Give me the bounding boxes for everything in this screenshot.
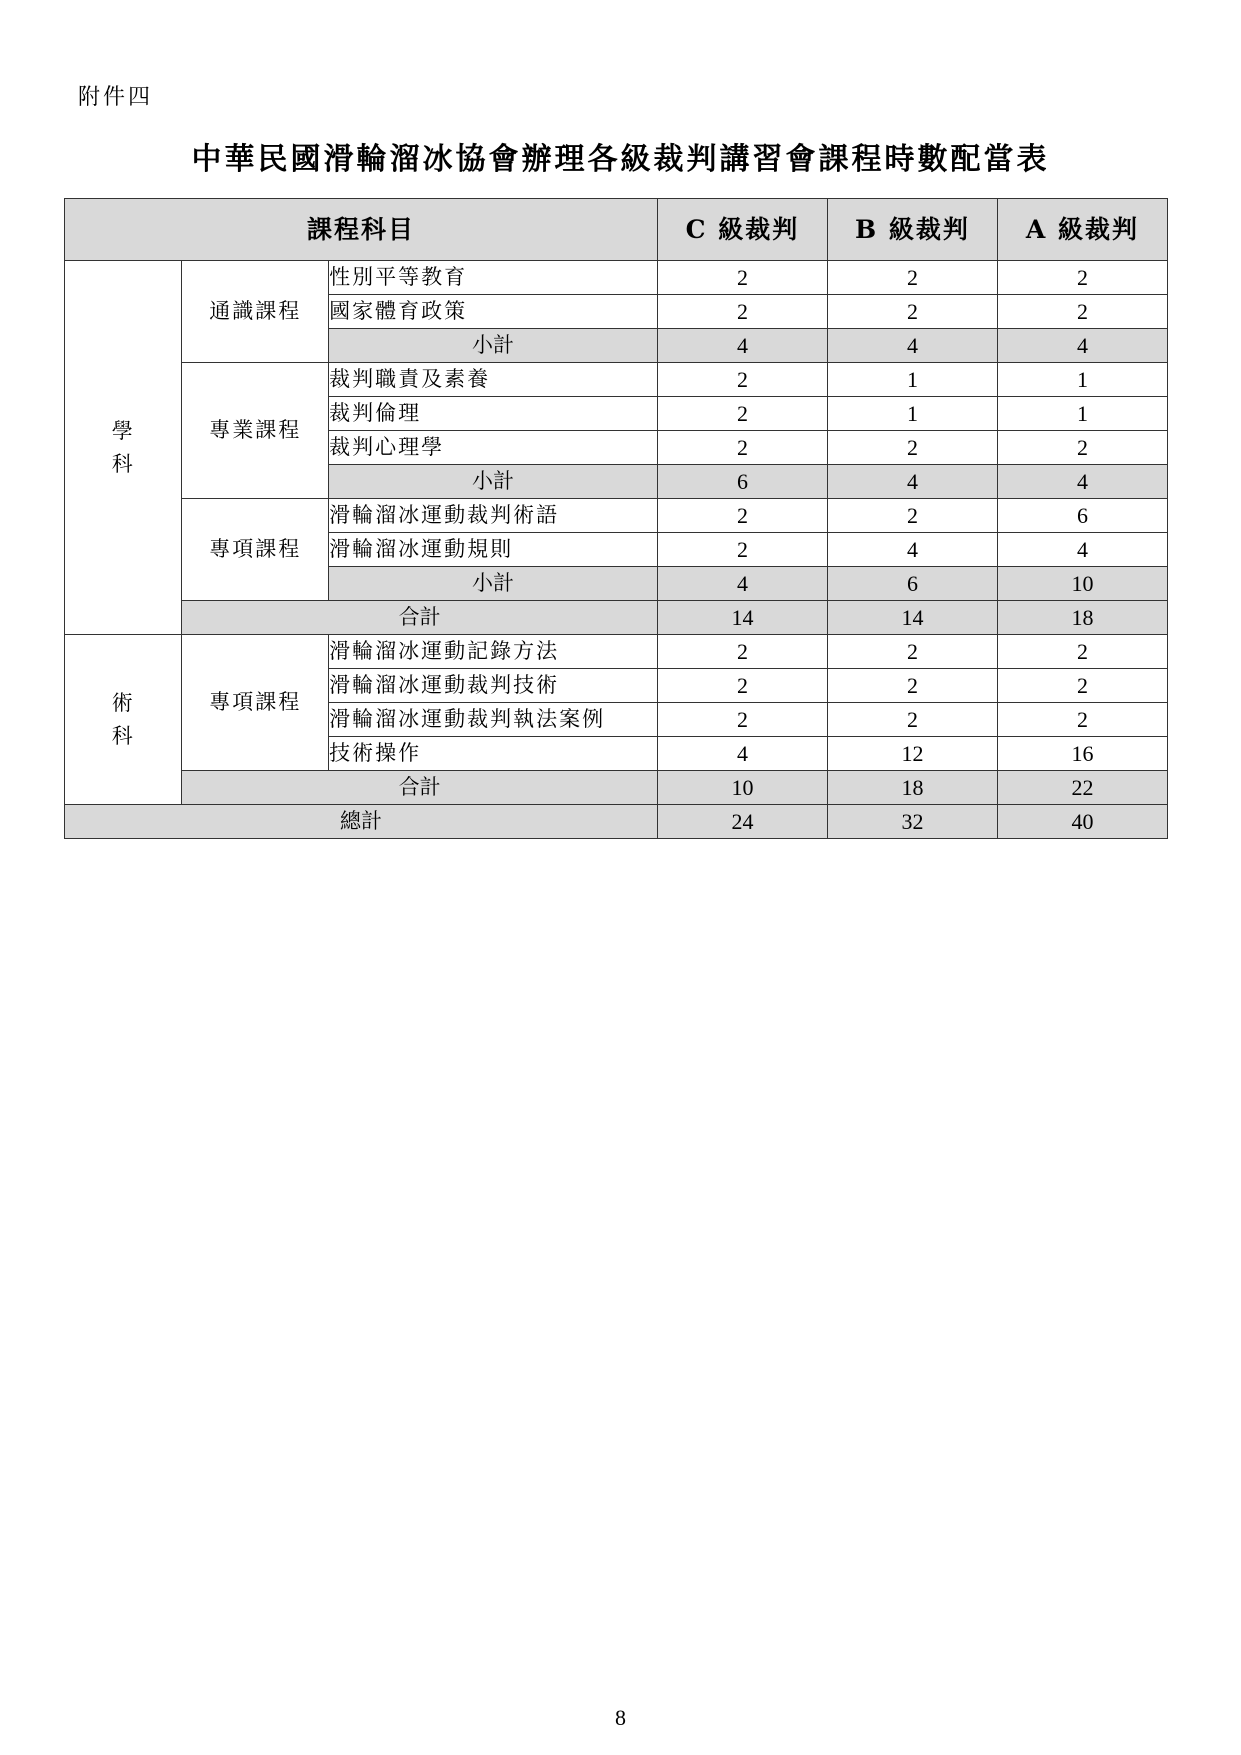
hours-c: 2 [657, 635, 827, 669]
document-title: 中華民國滑輪溜冰協會辦理各級裁判講習會課程時數配當表 [191, 142, 1050, 177]
hours-a: 1 [997, 397, 1167, 431]
header-b-level: B 級裁判 [827, 199, 997, 261]
hours-a: 1 [997, 363, 1167, 397]
attachment-label: 附件四 [78, 85, 154, 110]
course-name: 滑輪溜冰運動記錄方法 [329, 635, 658, 669]
hours-b: 6 [827, 567, 997, 601]
hours-b: 4 [827, 465, 997, 499]
total-row [65, 771, 1168, 805]
hours-a: 2 [997, 295, 1167, 329]
subtotal-label: 小計 [329, 465, 658, 499]
hours-b: 2 [827, 669, 997, 703]
hours-b: 32 [827, 805, 997, 839]
hours-c: 2 [657, 261, 827, 295]
hours-b: 1 [827, 363, 997, 397]
hours-a: 2 [997, 431, 1167, 465]
hours-c: 2 [657, 703, 827, 737]
hours-b: 18 [827, 771, 997, 805]
hours-b: 2 [827, 635, 997, 669]
course-name: 滑輪溜冰運動規則 [329, 533, 658, 567]
technical-section-label: 術 科 [65, 635, 182, 805]
course-name: 技術操作 [329, 737, 658, 771]
hours-c: 2 [657, 669, 827, 703]
hours-c: 2 [657, 431, 827, 465]
total-label: 合計 [182, 601, 658, 635]
table-row [65, 635, 1168, 669]
hours-a: 2 [997, 703, 1167, 737]
hours-b: 2 [827, 295, 997, 329]
subtotal-label: 小計 [329, 567, 658, 601]
total-label: 合計 [182, 771, 658, 805]
category-specialized: 專項課程 [182, 499, 329, 601]
course-name: 滑輪溜冰運動裁判執法案例 [329, 703, 658, 737]
course-hours-table [64, 198, 1168, 839]
hours-a: 2 [997, 669, 1167, 703]
category-specialized: 專項課程 [182, 635, 329, 771]
hours-b: 14 [827, 601, 997, 635]
hours-a: 22 [997, 771, 1167, 805]
hours-b: 1 [827, 397, 997, 431]
header-row [65, 199, 1168, 261]
header-a-level: A 級裁判 [997, 199, 1167, 261]
hours-a: 40 [997, 805, 1167, 839]
hours-b: 2 [827, 431, 997, 465]
total-row [65, 601, 1168, 635]
hours-c: 2 [657, 295, 827, 329]
course-name: 性別平等教育 [329, 261, 658, 295]
hours-a: 2 [997, 261, 1167, 295]
course-name: 滑輪溜冰運動裁判技術 [329, 669, 658, 703]
hours-a: 2 [997, 635, 1167, 669]
hours-a: 4 [997, 533, 1167, 567]
grand-total-row [65, 805, 1168, 839]
hours-b: 2 [827, 499, 997, 533]
hours-b: 4 [827, 533, 997, 567]
category-professional: 專業課程 [182, 363, 329, 499]
table-row [65, 499, 1168, 533]
academic-section-label: 學 科 [65, 261, 182, 635]
course-name: 滑輪溜冰運動裁判術語 [329, 499, 658, 533]
header-c-level: C 級裁判 [657, 199, 827, 261]
page-number: 8 [615, 1705, 626, 1730]
hours-c: 14 [657, 601, 827, 635]
table-row [65, 261, 1168, 295]
hours-c: 2 [657, 397, 827, 431]
course-name: 裁判倫理 [329, 397, 658, 431]
course-name: 裁判心理學 [329, 431, 658, 465]
hours-c: 2 [657, 499, 827, 533]
hours-a: 6 [997, 499, 1167, 533]
course-name: 裁判職責及素養 [329, 363, 658, 397]
hours-a: 4 [997, 329, 1167, 363]
hours-c: 4 [657, 737, 827, 771]
hours-c: 24 [657, 805, 827, 839]
hours-a: 18 [997, 601, 1167, 635]
category-general: 通識課程 [182, 261, 329, 363]
header-subject: 課程科目 [65, 199, 658, 261]
hours-c: 2 [657, 363, 827, 397]
hours-a: 16 [997, 737, 1167, 771]
hours-c: 4 [657, 567, 827, 601]
hours-b: 2 [827, 261, 997, 295]
hours-b: 2 [827, 703, 997, 737]
hours-b: 12 [827, 737, 997, 771]
subtotal-label: 小計 [329, 329, 658, 363]
table-row [65, 363, 1168, 397]
hours-c: 10 [657, 771, 827, 805]
hours-b: 4 [827, 329, 997, 363]
grand-total-label: 總計 [65, 805, 658, 839]
hours-c: 6 [657, 465, 827, 499]
hours-c: 4 [657, 329, 827, 363]
hours-a: 10 [997, 567, 1167, 601]
course-name: 國家體育政策 [329, 295, 658, 329]
hours-c: 2 [657, 533, 827, 567]
hours-a: 4 [997, 465, 1167, 499]
